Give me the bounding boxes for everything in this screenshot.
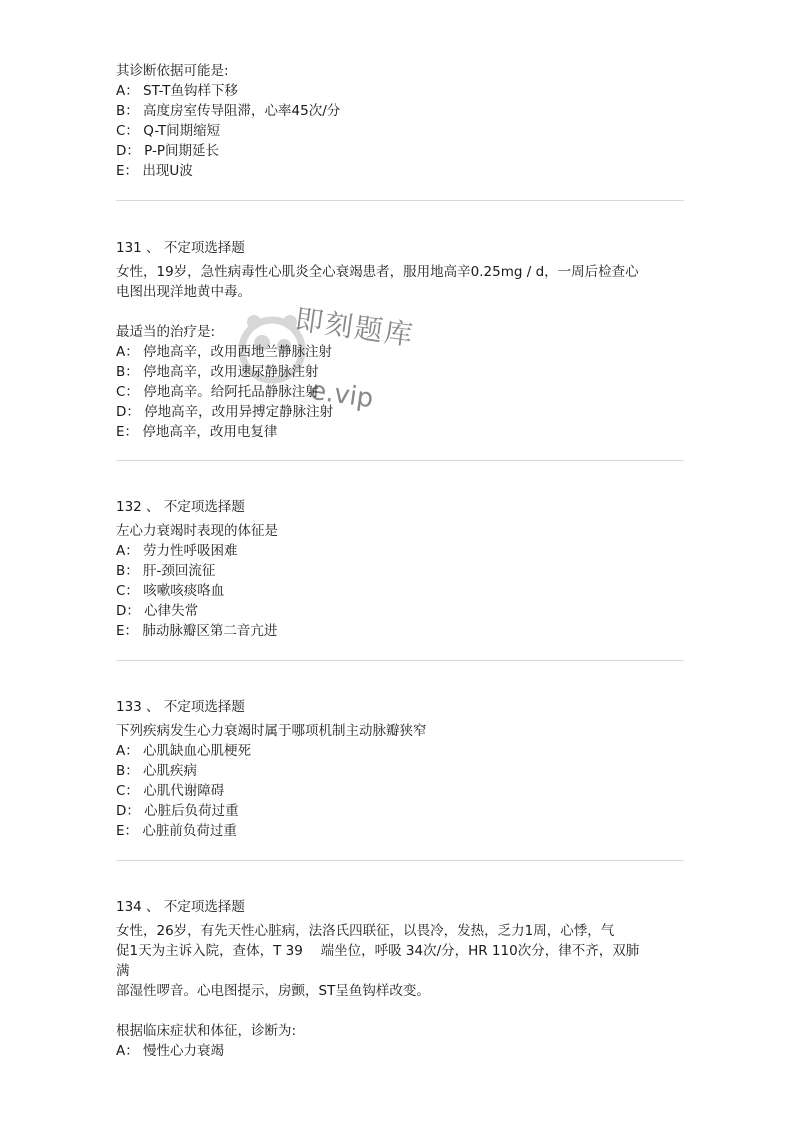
question-stem: 左心力衰竭时表现的体征是 (116, 523, 278, 539)
divider (116, 460, 684, 461)
question-header: 131 、 不定项选择题 (116, 240, 245, 256)
option-c: C： Q-T间期缩短 (116, 123, 221, 139)
question-stem: 女性，26岁，有先天性心脏病，法洛氏四联征，以畏冷，发热，乏力1周，心悸，气 (116, 923, 615, 939)
option-b: B： 肝-颈回流征 (116, 563, 216, 579)
question-stem: 满 (116, 963, 130, 979)
option-b: B： 停地高辛，改用速尿静脉注射 (116, 364, 319, 380)
question-stem: 其诊断依据可能是: (116, 63, 229, 79)
question-stem: 下列疾病发生心力衰竭时属于哪项机制主动脉瓣狭窄 (116, 723, 427, 739)
watermark-url: e.vip (308, 375, 376, 415)
option-e: E： 出现U波 (116, 163, 193, 179)
question-prompt: 最适当的治疗是: (116, 324, 216, 340)
option-a: A： 劳力性呼吸困难 (116, 543, 238, 559)
option-d: D： P-P间期延长 (116, 143, 220, 159)
option-e: E： 心脏前负荷过重 (116, 823, 237, 839)
question-stem: 电图出现洋地黄中毒。 (116, 284, 251, 300)
question-stem: 促1天为主诉入院，查体，T 39 端坐位，呼吸 34次/分，HR 110次分，律不齐，双肺 (116, 943, 640, 959)
option-b: B： 心肌疾病 (116, 763, 198, 779)
option-c: C： 咳嗽咳痰咯血 (116, 583, 225, 599)
option-d: D： 停地高辛，改用异搏定静脉注射 (116, 404, 334, 420)
option-e: E： 停地高辛，改用电复律 (116, 424, 278, 440)
option-a: A： ST-T鱼钩样下移 (116, 83, 238, 99)
watermark-text: 即刻题库 (293, 302, 417, 353)
option-e: E： 肺动脉瓣区第二音亢进 (116, 623, 278, 639)
option-c: C： 心肌代谢障碍 (116, 783, 225, 799)
question-stem: 部湿性啰音。心电图提示，房颤，ST呈鱼钩样改变。 (116, 983, 430, 999)
divider (116, 200, 684, 201)
question-stem: 女性，19岁，急性病毒性心肌炎全心衰竭患者，服用地高辛0.25mg / d，一周后检查心 (116, 264, 639, 280)
question-header: 132 、 不定项选择题 (116, 499, 245, 515)
option-b: B： 高度房室传导阻滞，心率45次/分 (116, 103, 341, 119)
divider (116, 860, 684, 861)
option-d: D： 心脏后负荷过重 (116, 803, 239, 819)
option-a: A： 心肌缺血心肌梗死 (116, 743, 252, 759)
option-c: C： 停地高辛。给阿托品静脉注射 (116, 384, 319, 400)
option-a: A： 慢性心力衰竭 (116, 1043, 225, 1059)
option-a: A： 停地高辛，改用西地兰静脉注射 (116, 344, 333, 360)
question-prompt: 根据临床症状和体征，诊断为: (116, 1023, 297, 1039)
divider (116, 660, 684, 661)
option-d: D： 心律失常 (116, 603, 199, 619)
question-header: 133 、 不定项选择题 (116, 699, 245, 715)
question-header: 134 、 不定项选择题 (116, 899, 245, 915)
